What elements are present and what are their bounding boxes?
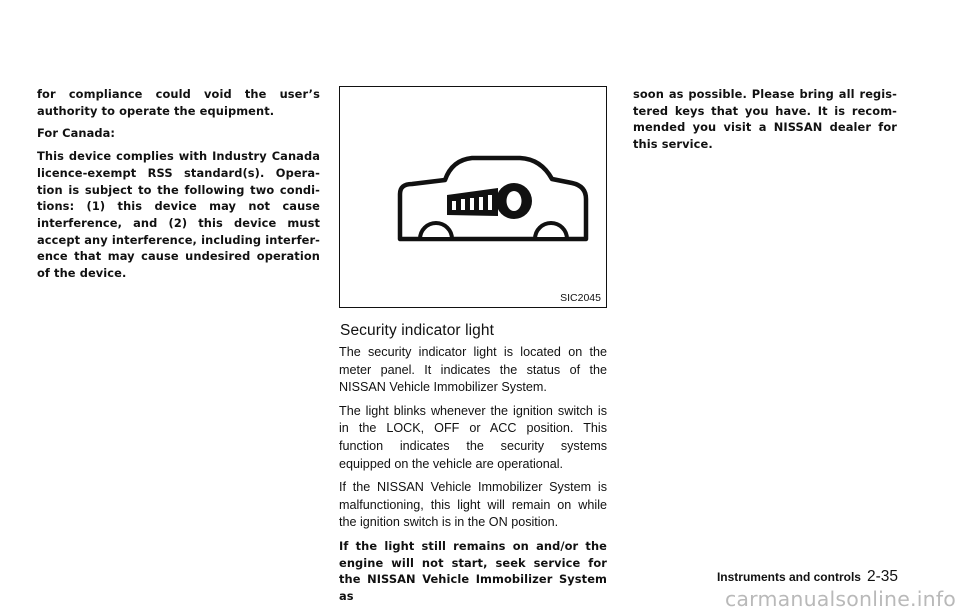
watermark: carmanualsonline.info — [724, 587, 956, 611]
blink-paragraph: The light blinks whenever the ignition switch is in the LOCK, OFF or ACC position. This function indicates the security systems equipped on the vehicle are operational. — [339, 403, 607, 471]
service-warning-continued: soon as possible. Please bring all regis-tered keys that you have. It is recom-mended you visit a NISSAN dealer for this service. — [633, 87, 897, 152]
malfunction-paragraph: If the NISSAN Vehicle Immobilizer System is malfunctioning, this light will remain on while the ignition switch is in the ON position. — [339, 480, 607, 530]
security-light-figure — [339, 86, 607, 308]
car-key-icon — [340, 87, 606, 307]
compliance-paragraph: for compliance could void the user’s authority to operate the equipment. — [37, 87, 320, 118]
footer-section-name: Instruments and controls — [716, 570, 861, 584]
middle-column — [339, 86, 607, 605]
section-title: Security indicator light — [340, 322, 495, 339]
page-footer — [717, 568, 898, 586]
canada-paragraph: This device complies with Industry Canada licence-exempt RSS standard(s). Opera-tion is subject to the following two condi-tions: (1) this device may not cause interference, and (2) this device must accept any interference, including interfer-ence that may cause undesired operation of the device. — [37, 149, 320, 281]
service-warning-paragraph: If the light still remains on and/or the engine will not start, seek service for the NISSAN Vehicle Immobilizer System as — [339, 538, 607, 604]
page-number: 2-35 — [866, 568, 898, 585]
intro-paragraph: The security indicator light is located on the meter panel. It indicates the status of the NISSAN Vehicle Immobilizer System. — [339, 345, 607, 395]
canada-heading: For Canada: — [37, 126, 116, 141]
right-column — [633, 86, 897, 153]
figure-caption: SIC2045 — [560, 292, 601, 304]
left-column — [37, 86, 320, 282]
